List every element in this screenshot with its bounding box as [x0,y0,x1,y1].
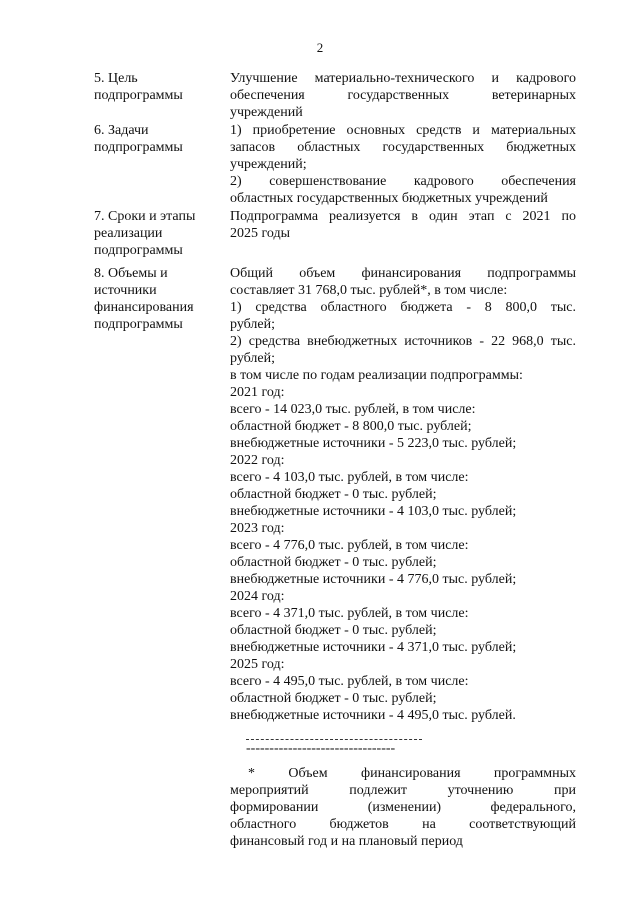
row-value [230,265,576,724]
footnote-line: областного бюджетов на соответствующий [230,817,576,832]
footnote [230,739,576,850]
row-value-line: рублей; [230,351,275,366]
row-value-line: внебюджетные источники - 4 776,0 тыс. рублей; [230,572,517,587]
row-value [230,122,576,207]
row-value-line: 2024 год: [230,589,285,604]
footnote-rule: -------------------------------- [246,739,422,757]
row-value-line: областной бюджет - 0 тыс. рублей; [230,623,437,638]
row-value-line: внебюджетные источники - 4 495,0 тыс. рублей. [230,708,516,723]
row-value-line: всего - 14 023,0 тыс. рублей, в том числе: [230,402,476,417]
footnote-line: формировании (изменении) федерального, [230,800,576,815]
row-value-line: 1) средства областного бюджета - 8 800,0 тыс. [230,300,576,315]
row-value-line: обеспечения государственных ветеринарных [230,88,576,103]
row-value-line: 2025 годы [230,226,291,241]
row-label-line: источники [94,283,157,298]
page-number: 2 [316,40,324,55]
row-label [94,208,230,259]
row-value-line: областной бюджет - 8 800,0 тыс. рублей; [230,419,472,434]
footnote-line: * Объем финансирования программных [248,766,576,781]
row-value-line: областных государственных бюджетных учреждений [230,191,548,206]
row-value-line: областной бюджет - 0 тыс. рублей; [230,487,437,502]
row-value-line: всего - 4 495,0 тыс. рублей, в том числе: [230,674,469,689]
row-label-line: 8. Объемы и [94,266,168,281]
footnote-text [230,765,576,850]
passport-table [94,70,576,724]
row-value-line: областной бюджет - 0 тыс. рублей; [230,555,437,570]
passport-row [94,70,576,121]
row-value-line: 2025 год: [230,657,285,672]
row-value-line: составляет 31 768,0 тыс. рублей*, в том числе: [230,283,508,298]
row-value-line: учреждений [230,105,303,120]
row-label [94,70,230,121]
row-label-line: подпрограммы [94,88,183,103]
row-value-line: внебюджетные источники - 4 371,0 тыс. рублей; [230,640,517,655]
row-value-line: Общий объем финансирования подпрограммы [230,266,576,281]
row-value [230,208,576,259]
row-label-line: 5. Цель [94,71,138,86]
row-value-line: 2) средства внебюджетных источников - 22 968,0 тыс. [230,334,576,349]
passport-row [94,265,576,724]
row-value-line: внебюджетные источники - 5 223,0 тыс. рублей; [230,436,517,451]
row-label-line: подпрограммы [94,140,183,155]
row-label-line: реализации [94,226,163,241]
row-label-line: 7. Сроки и этапы [94,209,196,224]
passport-row [94,122,576,207]
row-label-line: 6. Задачи [94,123,149,138]
row-value-line: 2023 год: [230,521,285,536]
row-value-line: всего - 4 103,0 тыс. рублей, в том числе: [230,470,469,485]
row-value-line: рублей; [230,317,275,332]
row-value-line: 2) совершенствование кадрового обеспечения [230,174,576,189]
row-value-line: всего - 4 371,0 тыс. рублей, в том числе: [230,606,469,621]
row-value-line: в том числе по годам реализации подпрограммы: [230,368,523,383]
row-value-line: 1) приобретение основных средств и материальных [230,123,576,138]
row-value-line: внебюджетные источники - 4 103,0 тыс. рублей; [230,504,517,519]
footnote-line: мероприятий подлежит уточнению при [230,783,576,798]
row-label-line: финансирования [94,300,194,315]
row-label-line: подпрограммы [94,317,183,332]
passport-row [94,208,576,259]
row-label [94,265,230,724]
row-value-line: 2022 год: [230,453,285,468]
row-value-line: Улучшение материально-технического и кадрового [230,71,576,86]
row-value-line: 2021 год: [230,385,285,400]
row-label-line: подпрограммы [94,243,183,258]
row-value-line: учреждений; [230,157,307,172]
row-value-line: Подпрограмма реализуется в один этап с 2021 по [230,209,576,224]
row-value-line: областной бюджет - 0 тыс. рублей; [230,691,437,706]
row-value-line: всего - 4 776,0 тыс. рублей, в том числе: [230,538,469,553]
row-value [230,70,576,121]
footnote-line: финансовый год и на плановый период [230,834,463,849]
row-value-line: запасов областных государственных бюджетных [230,140,576,155]
row-label [94,122,230,207]
